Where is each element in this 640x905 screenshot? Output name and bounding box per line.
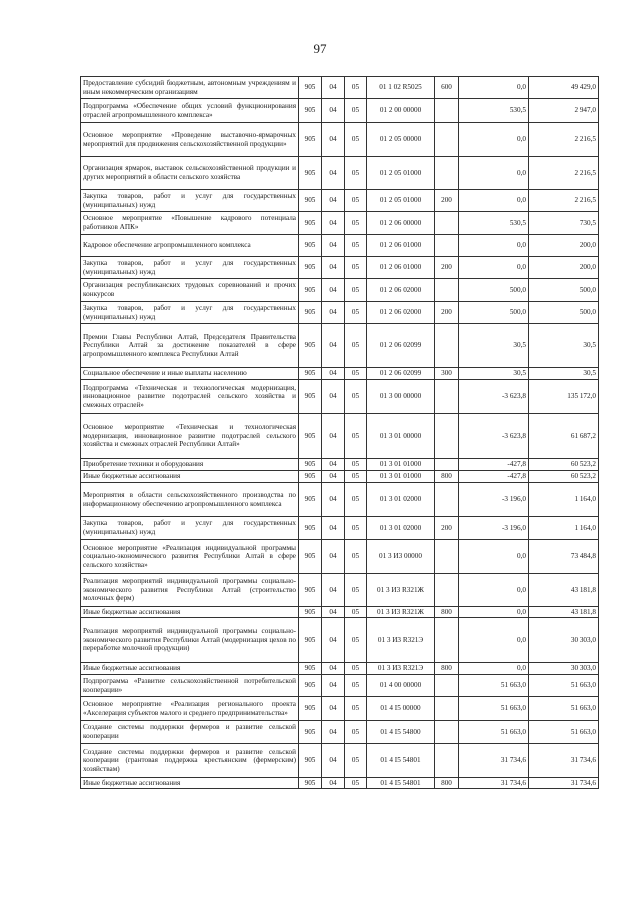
section-code-cell: 04 — [322, 324, 345, 368]
total-amount-cell: 2 216,5 — [529, 190, 599, 212]
subsection-code-cell: 05 — [345, 778, 367, 789]
ministry-code-cell: 905 — [299, 324, 322, 368]
ministry-code-cell: 905 — [299, 607, 322, 618]
subsection-code-cell: 05 — [345, 324, 367, 368]
table-row — [81, 279, 599, 302]
subsection-code-cell: 05 — [345, 279, 367, 302]
expense-type-cell: 800 — [435, 778, 459, 789]
subsection-code-cell: 05 — [345, 368, 367, 380]
table-row — [81, 302, 599, 324]
change-amount-cell: -3 196,0 — [459, 517, 529, 540]
item-name-cell: Предоставление субсидий бюджетным, автономным учреждениям и иным некоммерческим организациям — [81, 77, 299, 99]
section-code-cell: 04 — [322, 368, 345, 380]
total-amount-cell: 730,5 — [529, 212, 599, 235]
total-amount-cell: 500,0 — [529, 279, 599, 302]
table-row — [81, 697, 599, 721]
ministry-code-cell: 905 — [299, 778, 322, 789]
change-amount-cell: -3 196,0 — [459, 483, 529, 517]
target-article-cell: 01 4 I5 54801 — [367, 778, 435, 789]
expense-type-cell: 200 — [435, 302, 459, 324]
item-name-cell: Приобретение техники и оборудования — [81, 459, 299, 471]
expense-type-cell: 200 — [435, 257, 459, 279]
table-row — [81, 778, 599, 789]
section-code-cell: 04 — [322, 257, 345, 279]
change-amount-cell: -427,8 — [459, 459, 529, 471]
subsection-code-cell: 05 — [345, 123, 367, 157]
item-name-cell: Закупка товаров, работ и услуг для государственных (муниципальных) нужд — [81, 517, 299, 540]
ministry-code-cell: 905 — [299, 212, 322, 235]
subsection-code-cell: 05 — [345, 721, 367, 744]
item-name-cell: Социальное обеспечение и иные выплаты населению — [81, 368, 299, 380]
section-code-cell: 04 — [322, 235, 345, 257]
item-name-cell: Организация ярмарок, выставок сельскохозяйственной продукции и других мероприятий в области сельского хозяйства — [81, 157, 299, 190]
change-amount-cell: 500,0 — [459, 302, 529, 324]
item-name-cell: Создание системы поддержки фермеров и развитие сельской кооперации — [81, 721, 299, 744]
change-amount-cell: 0,0 — [459, 190, 529, 212]
table-row — [81, 190, 599, 212]
change-amount-cell: 530,5 — [459, 212, 529, 235]
expense-type-cell — [435, 414, 459, 459]
item-name-cell: Иные бюджетные ассигнования — [81, 471, 299, 483]
subsection-code-cell: 05 — [345, 607, 367, 618]
expense-type-cell — [435, 123, 459, 157]
item-name-cell: Иные бюджетные ассигнования — [81, 607, 299, 618]
expense-type-cell — [435, 540, 459, 574]
ministry-code-cell: 905 — [299, 235, 322, 257]
item-name-cell: Иные бюджетные ассигнования — [81, 663, 299, 675]
expense-type-cell: 800 — [435, 607, 459, 618]
section-code-cell: 04 — [322, 483, 345, 517]
change-amount-cell: 30,5 — [459, 324, 529, 368]
ministry-code-cell: 905 — [299, 517, 322, 540]
section-code-cell: 04 — [322, 471, 345, 483]
table-row — [81, 607, 599, 618]
expense-type-cell: 200 — [435, 517, 459, 540]
target-article-cell: 01 2 06 02099 — [367, 324, 435, 368]
item-name-cell: Организация республиканских трудовых соревнований и прочих конкурсов — [81, 279, 299, 302]
table-row — [81, 483, 599, 517]
section-code-cell: 04 — [322, 540, 345, 574]
change-amount-cell: 0,0 — [459, 663, 529, 675]
target-article-cell: 01 3 И3 R321Ж — [367, 574, 435, 607]
total-amount-cell: 51 663,0 — [529, 697, 599, 721]
expense-type-cell — [435, 618, 459, 663]
change-amount-cell: 500,0 — [459, 279, 529, 302]
section-code-cell: 04 — [322, 607, 345, 618]
expense-type-cell — [435, 721, 459, 744]
change-amount-cell: 51 663,0 — [459, 675, 529, 697]
total-amount-cell: 51 663,0 — [529, 721, 599, 744]
change-amount-cell: 0,0 — [459, 235, 529, 257]
table-row — [81, 257, 599, 279]
item-name-cell: Основное мероприятие «Повышение кадрового потенциала работников АПК» — [81, 212, 299, 235]
subsection-code-cell: 05 — [345, 235, 367, 257]
subsection-code-cell: 05 — [345, 257, 367, 279]
section-code-cell: 04 — [322, 574, 345, 607]
total-amount-cell: 43 181,8 — [529, 607, 599, 618]
expense-type-cell — [435, 744, 459, 778]
target-article-cell: 01 3 01 02000 — [367, 517, 435, 540]
ministry-code-cell: 905 — [299, 697, 322, 721]
expense-type-cell — [435, 235, 459, 257]
total-amount-cell: 49 429,0 — [529, 77, 599, 99]
subsection-code-cell: 05 — [345, 380, 367, 414]
subsection-code-cell: 05 — [345, 663, 367, 675]
total-amount-cell: 60 523,2 — [529, 471, 599, 483]
table-body — [81, 77, 599, 789]
change-amount-cell: 0,0 — [459, 618, 529, 663]
table-row — [81, 212, 599, 235]
table-row — [81, 540, 599, 574]
total-amount-cell: 31 734,6 — [529, 744, 599, 778]
item-name-cell: Иные бюджетные ассигнования — [81, 778, 299, 789]
section-code-cell: 04 — [322, 77, 345, 99]
expense-type-cell: 600 — [435, 77, 459, 99]
subsection-code-cell: 05 — [345, 414, 367, 459]
item-name-cell: Кадровое обеспечение агропромышленного комплекса — [81, 235, 299, 257]
table-row — [81, 123, 599, 157]
subsection-code-cell: 05 — [345, 697, 367, 721]
item-name-cell: Реализация мероприятий индивидуальной программы социально-экономического развития Республики Алтай (строительство молочных ферм) — [81, 574, 299, 607]
total-amount-cell: 31 734,6 — [529, 778, 599, 789]
total-amount-cell: 51 663,0 — [529, 675, 599, 697]
table-row — [81, 77, 599, 99]
target-article-cell: 01 3 01 02000 — [367, 483, 435, 517]
subsection-code-cell: 05 — [345, 675, 367, 697]
table-row — [81, 471, 599, 483]
item-name-cell: Основное мероприятие «Реализация регионального проекта «Акселерация субъектов малого и среднего предпринимательства» — [81, 697, 299, 721]
ministry-code-cell: 905 — [299, 459, 322, 471]
budget-table — [80, 76, 599, 789]
target-article-cell: 01 2 05 01000 — [367, 157, 435, 190]
change-amount-cell: 51 663,0 — [459, 721, 529, 744]
total-amount-cell: 61 687,2 — [529, 414, 599, 459]
change-amount-cell: 0,0 — [459, 574, 529, 607]
change-amount-cell: 0,0 — [459, 157, 529, 190]
subsection-code-cell: 05 — [345, 471, 367, 483]
ministry-code-cell: 905 — [299, 721, 322, 744]
item-name-cell: Реализация мероприятий индивидуальной программы социально-экономического развития Республики Алтай (модернизация цехов по переработке молочной продукции) — [81, 618, 299, 663]
total-amount-cell: 30,5 — [529, 324, 599, 368]
table-row — [81, 517, 599, 540]
expense-type-cell: 200 — [435, 190, 459, 212]
section-code-cell: 04 — [322, 618, 345, 663]
subsection-code-cell: 05 — [345, 540, 367, 574]
subsection-code-cell: 05 — [345, 212, 367, 235]
ministry-code-cell: 905 — [299, 414, 322, 459]
expense-type-cell — [435, 99, 459, 123]
total-amount-cell: 500,0 — [529, 302, 599, 324]
change-amount-cell: 51 663,0 — [459, 697, 529, 721]
table-row — [81, 721, 599, 744]
item-name-cell: Основное мероприятие «Проведение выставочно-ярмарочных мероприятий для продвижения сельскохозяйственной продукции» — [81, 123, 299, 157]
subsection-code-cell: 05 — [345, 157, 367, 190]
total-amount-cell: 73 484,8 — [529, 540, 599, 574]
expense-type-cell — [435, 574, 459, 607]
change-amount-cell: 0,0 — [459, 257, 529, 279]
expense-type-cell: 800 — [435, 471, 459, 483]
change-amount-cell: 0,0 — [459, 123, 529, 157]
target-article-cell: 01 2 06 02000 — [367, 302, 435, 324]
total-amount-cell: 2 216,5 — [529, 123, 599, 157]
ministry-code-cell: 905 — [299, 618, 322, 663]
ministry-code-cell: 905 — [299, 302, 322, 324]
total-amount-cell: 200,0 — [529, 257, 599, 279]
section-code-cell: 04 — [322, 157, 345, 190]
target-article-cell: 01 3 И3 00000 — [367, 540, 435, 574]
ministry-code-cell: 905 — [299, 663, 322, 675]
subsection-code-cell: 05 — [345, 459, 367, 471]
section-code-cell: 04 — [322, 675, 345, 697]
change-amount-cell: 0,0 — [459, 77, 529, 99]
ministry-code-cell: 905 — [299, 257, 322, 279]
ministry-code-cell: 905 — [299, 675, 322, 697]
subsection-code-cell: 05 — [345, 77, 367, 99]
subsection-code-cell: 05 — [345, 744, 367, 778]
change-amount-cell: 530,5 — [459, 99, 529, 123]
target-article-cell: 01 3 00 00000 — [367, 380, 435, 414]
subsection-code-cell: 05 — [345, 483, 367, 517]
total-amount-cell: 1 164,0 — [529, 517, 599, 540]
table-row — [81, 324, 599, 368]
section-code-cell: 04 — [322, 302, 345, 324]
ministry-code-cell: 905 — [299, 574, 322, 607]
ministry-code-cell: 905 — [299, 471, 322, 483]
section-code-cell: 04 — [322, 279, 345, 302]
change-amount-cell: 31 734,6 — [459, 744, 529, 778]
ministry-code-cell: 905 — [299, 157, 322, 190]
page-number: 97 — [313, 41, 327, 56]
ministry-code-cell: 905 — [299, 99, 322, 123]
change-amount-cell: -427,8 — [459, 471, 529, 483]
table-row — [81, 380, 599, 414]
expense-type-cell — [435, 697, 459, 721]
target-article-cell: 01 2 06 02099 — [367, 368, 435, 380]
subsection-code-cell: 05 — [345, 302, 367, 324]
expense-type-cell: 300 — [435, 368, 459, 380]
total-amount-cell: 43 181,8 — [529, 574, 599, 607]
target-article-cell: 01 3 И3 R321Э — [367, 663, 435, 675]
item-name-cell: Создание системы поддержки фермеров и развитие сельской кооперации (грантовая поддержка крестьянским (фермерским) хозяйствам) — [81, 744, 299, 778]
change-amount-cell: -3 623,8 — [459, 380, 529, 414]
section-code-cell: 04 — [322, 212, 345, 235]
table-row — [81, 368, 599, 380]
subsection-code-cell: 05 — [345, 574, 367, 607]
table-row — [81, 675, 599, 697]
section-code-cell: 04 — [322, 459, 345, 471]
expense-type-cell — [435, 212, 459, 235]
target-article-cell: 01 2 06 01000 — [367, 235, 435, 257]
item-name-cell: Закупка товаров, работ и услуг для государственных (муниципальных) нужд — [81, 190, 299, 212]
total-amount-cell: 30,5 — [529, 368, 599, 380]
total-amount-cell: 30 303,0 — [529, 618, 599, 663]
item-name-cell: Подпрограмма «Развитие сельскохозяйственной потребительской кооперации» — [81, 675, 299, 697]
ministry-code-cell: 905 — [299, 744, 322, 778]
expense-type-cell — [435, 459, 459, 471]
table-row — [81, 414, 599, 459]
change-amount-cell: 31 734,6 — [459, 778, 529, 789]
section-code-cell: 04 — [322, 778, 345, 789]
target-article-cell: 01 4 I5 54801 — [367, 744, 435, 778]
target-article-cell: 01 2 00 00000 — [367, 99, 435, 123]
section-code-cell: 04 — [322, 697, 345, 721]
table-row — [81, 157, 599, 190]
table-row — [81, 459, 599, 471]
section-code-cell: 04 — [322, 721, 345, 744]
expense-type-cell: 800 — [435, 663, 459, 675]
section-code-cell: 04 — [322, 744, 345, 778]
table-row — [81, 99, 599, 123]
expense-type-cell — [435, 324, 459, 368]
target-article-cell: 01 2 06 01000 — [367, 257, 435, 279]
expense-type-cell — [435, 157, 459, 190]
item-name-cell: Основное мероприятие «Реализация индивидуальной программы социально-экономического развития Республики Алтай в сфере сельского хозяйства» — [81, 540, 299, 574]
subsection-code-cell: 05 — [345, 517, 367, 540]
item-name-cell: Закупка товаров, работ и услуг для государственных (муниципальных) нужд — [81, 257, 299, 279]
total-amount-cell: 200,0 — [529, 235, 599, 257]
item-name-cell: Подпрограмма «Техническая и технологическая модернизация, инновационное развитие подотраслей сельского хозяйства и смежных отраслей» — [81, 380, 299, 414]
total-amount-cell: 30 303,0 — [529, 663, 599, 675]
section-code-cell: 04 — [322, 663, 345, 675]
ministry-code-cell: 905 — [299, 190, 322, 212]
table-row — [81, 574, 599, 607]
item-name-cell: Премии Главы Республики Алтай, Председателя Правительства Республики Алтай за достижение показателей в сфере агропромышленного комплекса Республики Алтай — [81, 324, 299, 368]
subsection-code-cell: 05 — [345, 618, 367, 663]
target-article-cell: 01 4 00 00000 — [367, 675, 435, 697]
table-row — [81, 618, 599, 663]
item-name-cell: Основное мероприятие «Техническая и технологическая модернизация, инновационное развитие подотраслей сельского хозяйства и смежных отраслей Республики Алтай» — [81, 414, 299, 459]
change-amount-cell: -3 623,8 — [459, 414, 529, 459]
section-code-cell: 04 — [322, 190, 345, 212]
subsection-code-cell: 05 — [345, 99, 367, 123]
total-amount-cell: 135 172,0 — [529, 380, 599, 414]
section-code-cell: 04 — [322, 517, 345, 540]
target-article-cell: 01 3 01 01000 — [367, 471, 435, 483]
item-name-cell: Подпрограмма «Обеспечение общих условий функционирования отраслей агропромышленного комплекса» — [81, 99, 299, 123]
target-article-cell: 01 4 I5 54800 — [367, 721, 435, 744]
ministry-code-cell: 905 — [299, 123, 322, 157]
table-row — [81, 663, 599, 675]
total-amount-cell: 2 947,0 — [529, 99, 599, 123]
target-article-cell: 01 3 И3 R321Э — [367, 618, 435, 663]
expense-type-cell — [435, 279, 459, 302]
target-article-cell: 01 2 06 00000 — [367, 212, 435, 235]
change-amount-cell: 30,5 — [459, 368, 529, 380]
ministry-code-cell: 905 — [299, 380, 322, 414]
target-article-cell: 01 4 I5 00000 — [367, 697, 435, 721]
ministry-code-cell: 905 — [299, 279, 322, 302]
ministry-code-cell: 905 — [299, 368, 322, 380]
expense-type-cell — [435, 675, 459, 697]
section-code-cell: 04 — [322, 99, 345, 123]
table-row — [81, 744, 599, 778]
change-amount-cell: 0,0 — [459, 540, 529, 574]
target-article-cell: 01 2 06 02000 — [367, 279, 435, 302]
target-article-cell: 01 2 05 00000 — [367, 123, 435, 157]
section-code-cell: 04 — [322, 123, 345, 157]
change-amount-cell: 0,0 — [459, 607, 529, 618]
target-article-cell: 01 1 02 R5025 — [367, 77, 435, 99]
section-code-cell: 04 — [322, 380, 345, 414]
expense-type-cell — [435, 380, 459, 414]
target-article-cell: 01 3 01 01000 — [367, 459, 435, 471]
ministry-code-cell: 905 — [299, 77, 322, 99]
ministry-code-cell: 905 — [299, 483, 322, 517]
ministry-code-cell: 905 — [299, 540, 322, 574]
item-name-cell: Мероприятия в области сельскохозяйственного производства по информационному обеспечению агропромышленного комплекса — [81, 483, 299, 517]
target-article-cell: 01 3 И3 R321Ж — [367, 607, 435, 618]
table-row — [81, 235, 599, 257]
total-amount-cell: 2 216,5 — [529, 157, 599, 190]
target-article-cell: 01 2 05 01000 — [367, 190, 435, 212]
item-name-cell: Закупка товаров, работ и услуг для государственных (муниципальных) нужд — [81, 302, 299, 324]
subsection-code-cell: 05 — [345, 190, 367, 212]
target-article-cell: 01 3 01 00000 — [367, 414, 435, 459]
total-amount-cell: 60 523,2 — [529, 459, 599, 471]
expense-type-cell — [435, 483, 459, 517]
total-amount-cell: 1 164,0 — [529, 483, 599, 517]
section-code-cell: 04 — [322, 414, 345, 459]
